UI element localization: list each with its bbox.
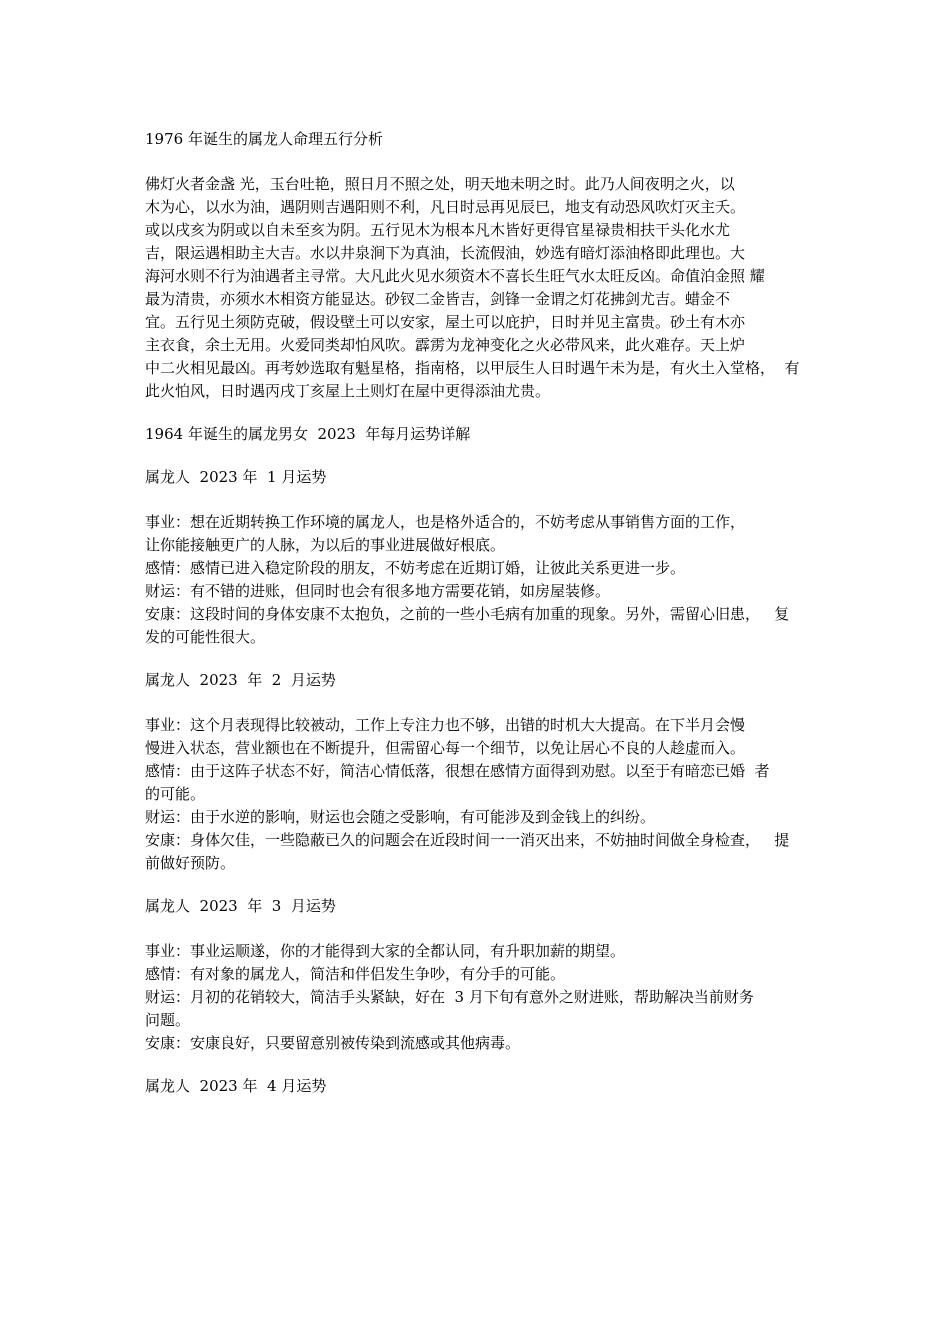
- text-line: 安康：身体欠佳，一些隐蔽已久的问题会在近段时间一一消灭出来，不妨抽时间做全身检查， 提: [145, 831, 790, 849]
- text-line: 发的可能性很大。: [145, 628, 266, 646]
- text-line: 最为清贵，亦须水木相资方能显达。砂钗二金皆吉，剑锋一金谓之灯花拂剑尤吉。蜡金不: [145, 290, 731, 308]
- text-line: 事业：这个月表现得比较被动，工作上专注力也不够，出错的时机大大提高。在下半月会慢: [145, 716, 746, 734]
- text-line: 问题。: [145, 1011, 191, 1029]
- spacer: [145, 151, 817, 173]
- spacer: [145, 692, 817, 714]
- text-line: 或以戌亥为阴或以自未至亥为阴。五行见木为根本凡木皆好更得官星禄贵相扶干头化水尤: [145, 221, 731, 239]
- text-line: 感情：有对象的属龙人，简洁和伴侣发生争吵，有分手的可能。: [145, 965, 566, 983]
- text-line: 让你能接触更广的人脉，为以后的事业进展做好根底。: [145, 536, 506, 554]
- text-line: 海河水则不行为油遇者主寻常。大凡此火见水须资木不喜长生旺气水太旺反凶。命值泊金照 耀: [145, 267, 765, 285]
- month-details: [145, 714, 817, 875]
- text-line: 慢进入状态，营业额也在不断提升，但需留心每一个细节，以免让居心不良的人趁虚而入。: [145, 739, 746, 757]
- spacer: [145, 918, 817, 940]
- analysis-title: 1976 年诞生的属龙人命理五行分析: [145, 130, 383, 148]
- month-heading: 属龙人 2023 年 4 月运势: [145, 1077, 327, 1095]
- text-line: 财运：有不错的进账，但同时也会有很多地方需要花销，如房屋装修。: [145, 582, 611, 600]
- text-line: 此火怕风，日时遇丙戌丁亥屋上土则灯在屋中更得添油尤贵。: [145, 382, 551, 400]
- spacer: [145, 489, 817, 511]
- text-line: 事业：想在近期转换工作环境的属龙人，也是格外适合的，不妨考虑从事销售方面的工作，: [145, 513, 746, 531]
- text-line: 安康：这段时间的身体安康不太抱负，之前的一些小毛病有加重的现象。另外，需留心旧患， 复: [145, 605, 790, 623]
- text-line: 吉，限运遇相助主大吉。水以井泉涧下为真油，长流假油，妙选有暗灯添油格即此理也。大: [145, 244, 746, 262]
- text-line: 财运：由于水逆的影响，财运也会随之受影响，有可能涉及到金钱上的纠纷。: [145, 808, 656, 826]
- document-body: [145, 128, 817, 1098]
- month-heading: 属龙人 2023 年 2 月运势: [145, 671, 336, 689]
- text-line: 感情：由于这阵子状态不好，简洁心情低落，很想在感情方面得到劝慰。以至于有暗恋已婚 者: [145, 762, 770, 780]
- text-line: 主衣食，余土无用。火爱同类却怕风吹。霹雳为龙神变化之火必带风来，此火难存。天上炉: [145, 336, 746, 354]
- spacer: [145, 875, 817, 895]
- section-title: 1964 年诞生的属龙男女 2023 年每月运势详解: [145, 425, 471, 443]
- text-line: 安康：安康良好，只要留意别被传染到流感或其他病毒。: [145, 1034, 521, 1052]
- text-line: 事业：事业运顺遂，你的才能得到大家的全都认同，有升职加薪的期望。: [145, 942, 626, 960]
- month-heading: 属龙人 2023 年 1 月运势: [145, 468, 327, 486]
- month-heading: 属龙人 2023 年 3 月运势: [145, 897, 336, 915]
- month-details: [145, 940, 817, 1055]
- month-details: [145, 511, 817, 649]
- text-line: 佛灯火者金盏 光，玉台吐艳，照日月不照之处，明天地未明之时。此乃人间夜明之火，以: [145, 175, 735, 193]
- text-line: 的可能。: [145, 785, 206, 803]
- spacer: [145, 446, 817, 466]
- text-line: 宜。五行见土须防克破，假设壁土可以安家，屋土可以庇护，日时并见主富贵。砂土有木亦: [145, 313, 746, 331]
- text-line: 感情：感情已进入稳定阶段的朋友，不妨考虑在近期订婚，让彼此关系更进一步。: [145, 559, 686, 577]
- spacer: [145, 403, 817, 423]
- analysis-paragraph: [145, 173, 817, 403]
- text-line: 中二火相见最凶。再考妙选取有魁星格，指南格，以甲辰生人日时遇午未为是，有火土入堂格， 有: [145, 359, 800, 377]
- spacer: [145, 1055, 817, 1075]
- text-line: 财运：月初的花销较大，简洁手头紧缺，好在 3 月下旬有意外之财进账，帮助解决当前财务: [145, 988, 754, 1006]
- text-line: 前做好预防。: [145, 854, 236, 872]
- text-line: 木为心，以水为油，遇阴则吉遇阳则不利，凡日时忌再见辰巳，地支有动恐风吹灯灭主夭。: [145, 198, 746, 216]
- spacer: [145, 649, 817, 669]
